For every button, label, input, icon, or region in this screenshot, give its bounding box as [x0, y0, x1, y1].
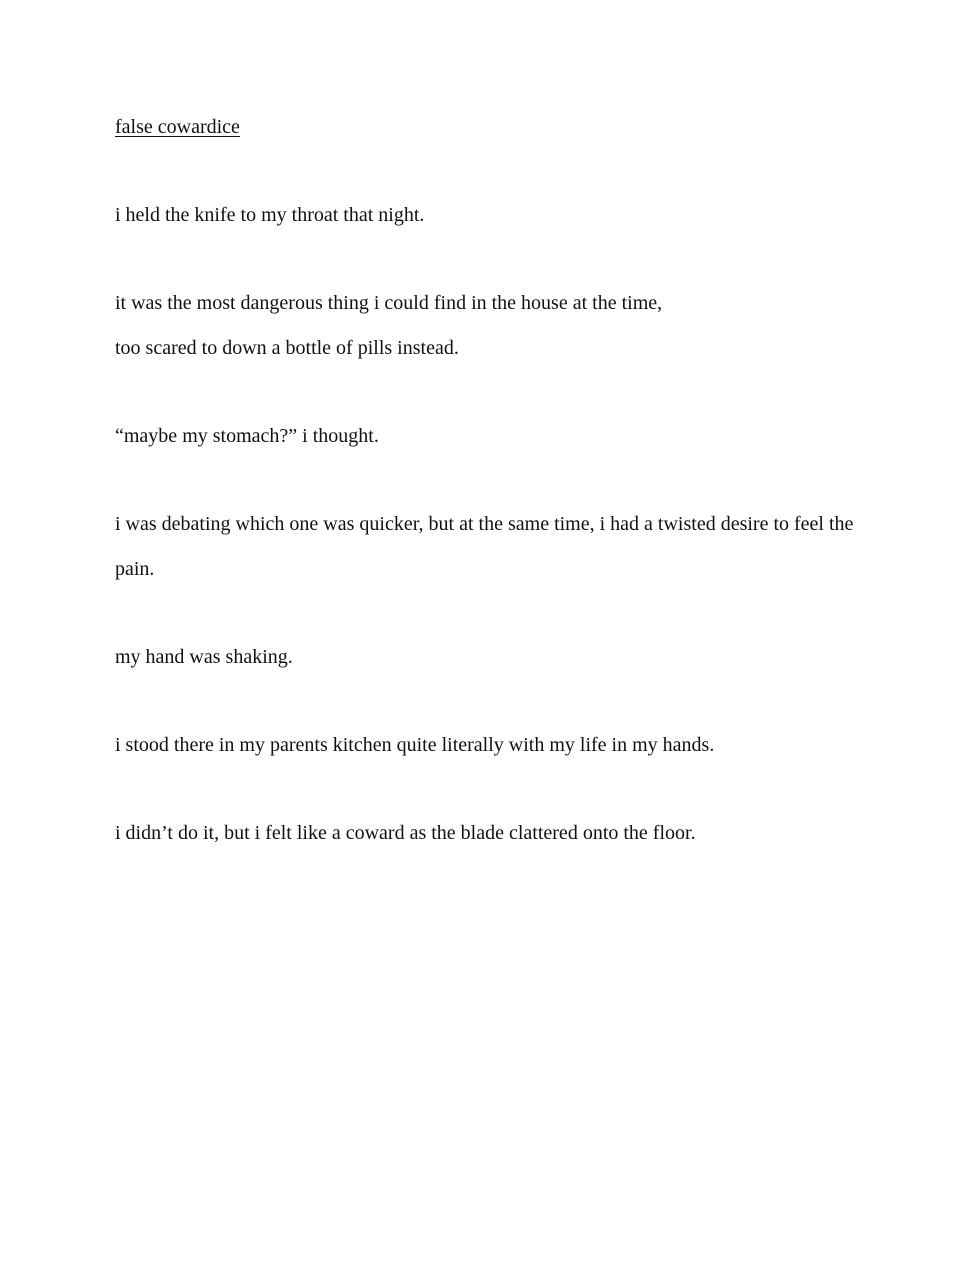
poem-line: pain.: [115, 558, 155, 580]
poem-line: it was the most dangerous thing i could find in the house at the time,: [115, 292, 663, 314]
poem-line: my hand was shaking.: [115, 646, 293, 668]
poem-title: false cowardice: [115, 116, 240, 138]
poem-line: i stood there in my parents kitchen quite literally with my life in my hands.: [115, 734, 715, 756]
poem-line: i held the knife to my throat that night.: [115, 204, 425, 226]
poem-line: i was debating which one was quicker, but at the same time, i had a twisted desire to feel the: [115, 513, 854, 535]
poem-line: “maybe my stomach?” i thought.: [115, 425, 379, 447]
poem-line: too scared to down a bottle of pills instead.: [115, 337, 459, 359]
poem-line: i didn’t do it, but i felt like a coward as the blade clattered onto the floor.: [115, 822, 696, 844]
